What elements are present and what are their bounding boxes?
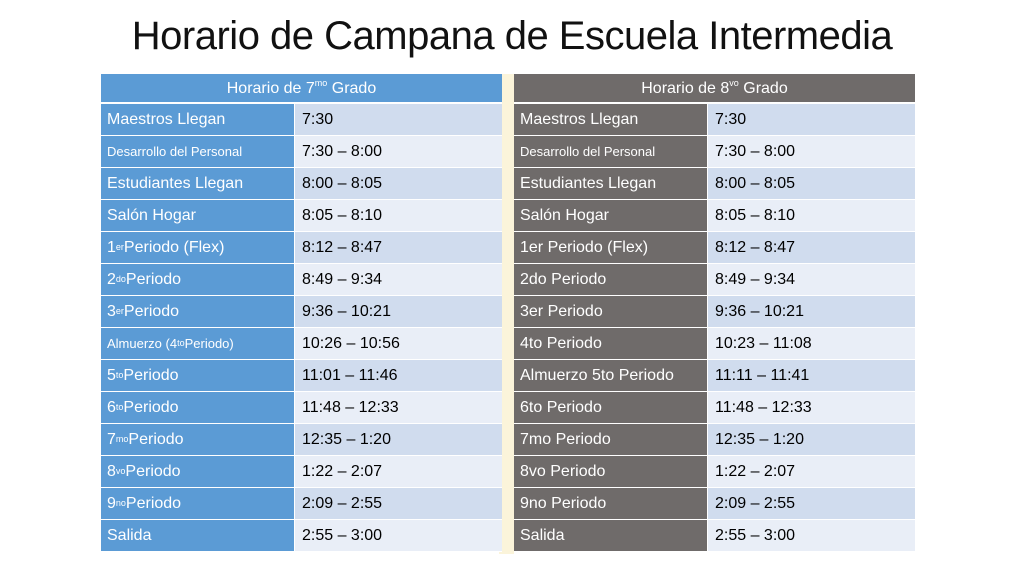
- period-time: 8:12 – 8:47: [707, 232, 915, 263]
- table-row: [514, 520, 915, 552]
- table-row: [101, 104, 502, 136]
- period-time: 1:22 – 2:07: [294, 456, 502, 487]
- period-label: 8 $^{vo}$ Periodo: [101, 456, 294, 487]
- grade-8-header-post: Grado: [738, 80, 788, 97]
- period-label: [514, 232, 707, 263]
- period-label: [101, 520, 294, 551]
- period-label-pre: 6: [107, 398, 116, 416]
- period-label: 3 $^{er}$ Periodo: [101, 296, 294, 327]
- period-time: 7:30: [707, 104, 915, 135]
- table-row: [101, 328, 502, 360]
- period-time: 8:00 – 8:05: [294, 168, 502, 199]
- period-time: 9:36 – 10:21: [707, 296, 915, 327]
- period-time: 11:48 – 12:33: [707, 392, 915, 423]
- period-label-pre: 4to Periodo: [520, 334, 602, 352]
- table-row: [101, 264, 502, 296]
- period-label-pre: Salida: [107, 526, 152, 544]
- table-row: [101, 520, 502, 552]
- grade-8-header-sup: vo: [729, 77, 739, 88]
- period-time: 7:30 – 8:00: [294, 136, 502, 167]
- period-label: [514, 392, 707, 423]
- period-label-pre: Salón Hogar: [520, 206, 609, 224]
- period-label-pre: Almuerzo (4: [107, 336, 178, 351]
- table-row: [101, 136, 502, 168]
- period-label: 7 $^{mo}$ Periodo: [101, 424, 294, 455]
- period-label: [101, 136, 294, 167]
- grade-8-header: [514, 74, 915, 104]
- page-title: Horario de Campana de Escuela Intermedia: [131, 14, 893, 58]
- table-row: [514, 296, 915, 328]
- period-label: [514, 456, 707, 487]
- period-time: 11:11 – 11:41: [707, 360, 915, 391]
- period-time: 8:49 – 9:34: [707, 264, 915, 295]
- table-row: [514, 200, 915, 232]
- period-time: 2:55 – 3:00: [707, 520, 915, 551]
- table-row: [101, 168, 502, 200]
- period-label-pre: Almuerzo 5to Periodo: [520, 366, 674, 384]
- grade-7-header-post: Grado: [327, 80, 377, 97]
- period-time: 7:30: [294, 104, 502, 135]
- table-row: [101, 488, 502, 520]
- table-row: [101, 296, 502, 328]
- period-time: 2:09 – 2:55: [707, 488, 915, 519]
- period-time: 10:26 – 10:56: [294, 328, 502, 359]
- table-row: [514, 232, 915, 264]
- period-time: 12:35 – 1:20: [707, 424, 915, 455]
- period-label-pre: 2do Periodo: [520, 270, 607, 288]
- period-label-pre: 2: [107, 270, 116, 288]
- period-label: [514, 168, 707, 199]
- period-label-pre: 8vo Periodo: [520, 462, 606, 480]
- period-label-post: Periodo: [125, 462, 181, 480]
- period-label: [514, 200, 707, 231]
- table-row: [101, 456, 502, 488]
- grade-8-schedule-table: [514, 74, 915, 552]
- period-label: 6 $^{to}$ Periodo: [101, 392, 294, 423]
- period-label-post: Periodo: [125, 494, 182, 512]
- period-time: 8:00 – 8:05: [707, 168, 915, 199]
- period-label-pre: Salón Hogar: [107, 206, 196, 224]
- table-row: [101, 232, 502, 264]
- period-label-pre: 1: [107, 238, 116, 256]
- grade-7-schedule-table: [101, 74, 502, 552]
- period-label-pre: Maestros Llegan: [520, 110, 639, 128]
- period-label-pre: 9no Periodo: [520, 494, 607, 512]
- period-label-post: Periodo: [125, 270, 182, 288]
- period-label: [514, 104, 707, 135]
- period-label: 9 $^{no}$ Periodo: [101, 488, 294, 519]
- grade-7-header: [101, 74, 502, 104]
- period-label: [514, 296, 707, 327]
- table-row: [514, 264, 915, 296]
- period-time: 9:36 – 10:21: [294, 296, 502, 327]
- period-time: 8:05 – 8:10: [707, 200, 915, 231]
- period-label: [101, 104, 294, 135]
- period-label-pre: Desarrollo del Personal: [520, 144, 656, 159]
- period-label-post: Periodo): [184, 336, 234, 351]
- period-label-post: Periodo: [123, 398, 179, 416]
- period-label-pre: 8: [107, 462, 116, 480]
- period-label-post: Periodo: [123, 302, 180, 320]
- table-row: [514, 424, 915, 456]
- period-time: 10:23 – 11:08: [707, 328, 915, 359]
- period-label: [514, 520, 707, 551]
- period-time: 12:35 – 1:20: [294, 424, 502, 455]
- period-label-pre: Maestros Llegan: [107, 110, 226, 128]
- period-label-pre: Estudiantes Llegan: [520, 174, 657, 192]
- period-time: 8:12 – 8:47: [294, 232, 502, 263]
- table-row: [514, 488, 915, 520]
- period-time: 7:30 – 8:00: [707, 136, 915, 167]
- table-row: [514, 168, 915, 200]
- table-row: [101, 360, 502, 392]
- period-label-pre: 9: [107, 494, 116, 512]
- period-label: 2 $^{do}$ Periodo: [101, 264, 294, 295]
- table-row: [514, 136, 915, 168]
- grade-7-header-pre: Horario de 7: [226, 80, 315, 97]
- table-row: [514, 360, 915, 392]
- table-row: [514, 392, 915, 424]
- grade-7-rows: [101, 104, 502, 552]
- period-label: 5 $^{to}$ Periodo: [101, 360, 294, 391]
- period-time: 11:48 – 12:33: [294, 392, 502, 423]
- grade-8-rows: [514, 104, 915, 552]
- period-time: 1:22 – 2:07: [707, 456, 915, 487]
- period-label: [101, 200, 294, 231]
- table-row: [101, 424, 502, 456]
- period-label: [514, 264, 707, 295]
- period-time: 11:01 – 11:46: [294, 360, 502, 391]
- period-label-pre: 3er Periodo: [520, 302, 603, 320]
- grade-7-header-sup: mo: [314, 77, 328, 88]
- period-label-pre: 7: [107, 430, 116, 448]
- period-label-pre: 6to Periodo: [520, 398, 602, 416]
- period-label: [514, 488, 707, 519]
- period-label-pre: Desarrollo del Personal: [107, 144, 243, 159]
- period-label: [101, 168, 294, 199]
- period-label: 1 $^{er}$ Periodo (Flex): [101, 232, 294, 263]
- period-time: 8:05 – 8:10: [294, 200, 502, 231]
- period-time: 8:49 – 9:34: [294, 264, 502, 295]
- period-label-pre: 7mo Periodo: [520, 430, 611, 448]
- period-label-post: Periodo: [123, 366, 179, 384]
- period-label: Almuerzo (4 $^{to}$ Periodo): [101, 328, 294, 359]
- period-label-post: Periodo: [128, 430, 184, 448]
- period-label-pre: Salida: [520, 526, 565, 544]
- table-row: [514, 328, 915, 360]
- period-label-pre: 5: [107, 366, 116, 384]
- table-row: [101, 200, 502, 232]
- table-row: [101, 392, 502, 424]
- period-time: 2:55 – 3:00: [294, 520, 502, 551]
- table-row: [514, 104, 915, 136]
- period-label-pre: 1er Periodo (Flex): [520, 238, 649, 256]
- period-label-pre: 3: [107, 302, 116, 320]
- period-label-pre: Estudiantes Llegan: [107, 174, 244, 192]
- period-label: [514, 424, 707, 455]
- period-label: [514, 360, 707, 391]
- table-row: [514, 456, 915, 488]
- period-label: [514, 136, 707, 167]
- period-time: 2:09 – 2:55: [294, 488, 502, 519]
- grade-8-header-pre: Horario de 8: [641, 80, 730, 97]
- period-label: [514, 328, 707, 359]
- period-label-post: Periodo (Flex): [123, 238, 225, 256]
